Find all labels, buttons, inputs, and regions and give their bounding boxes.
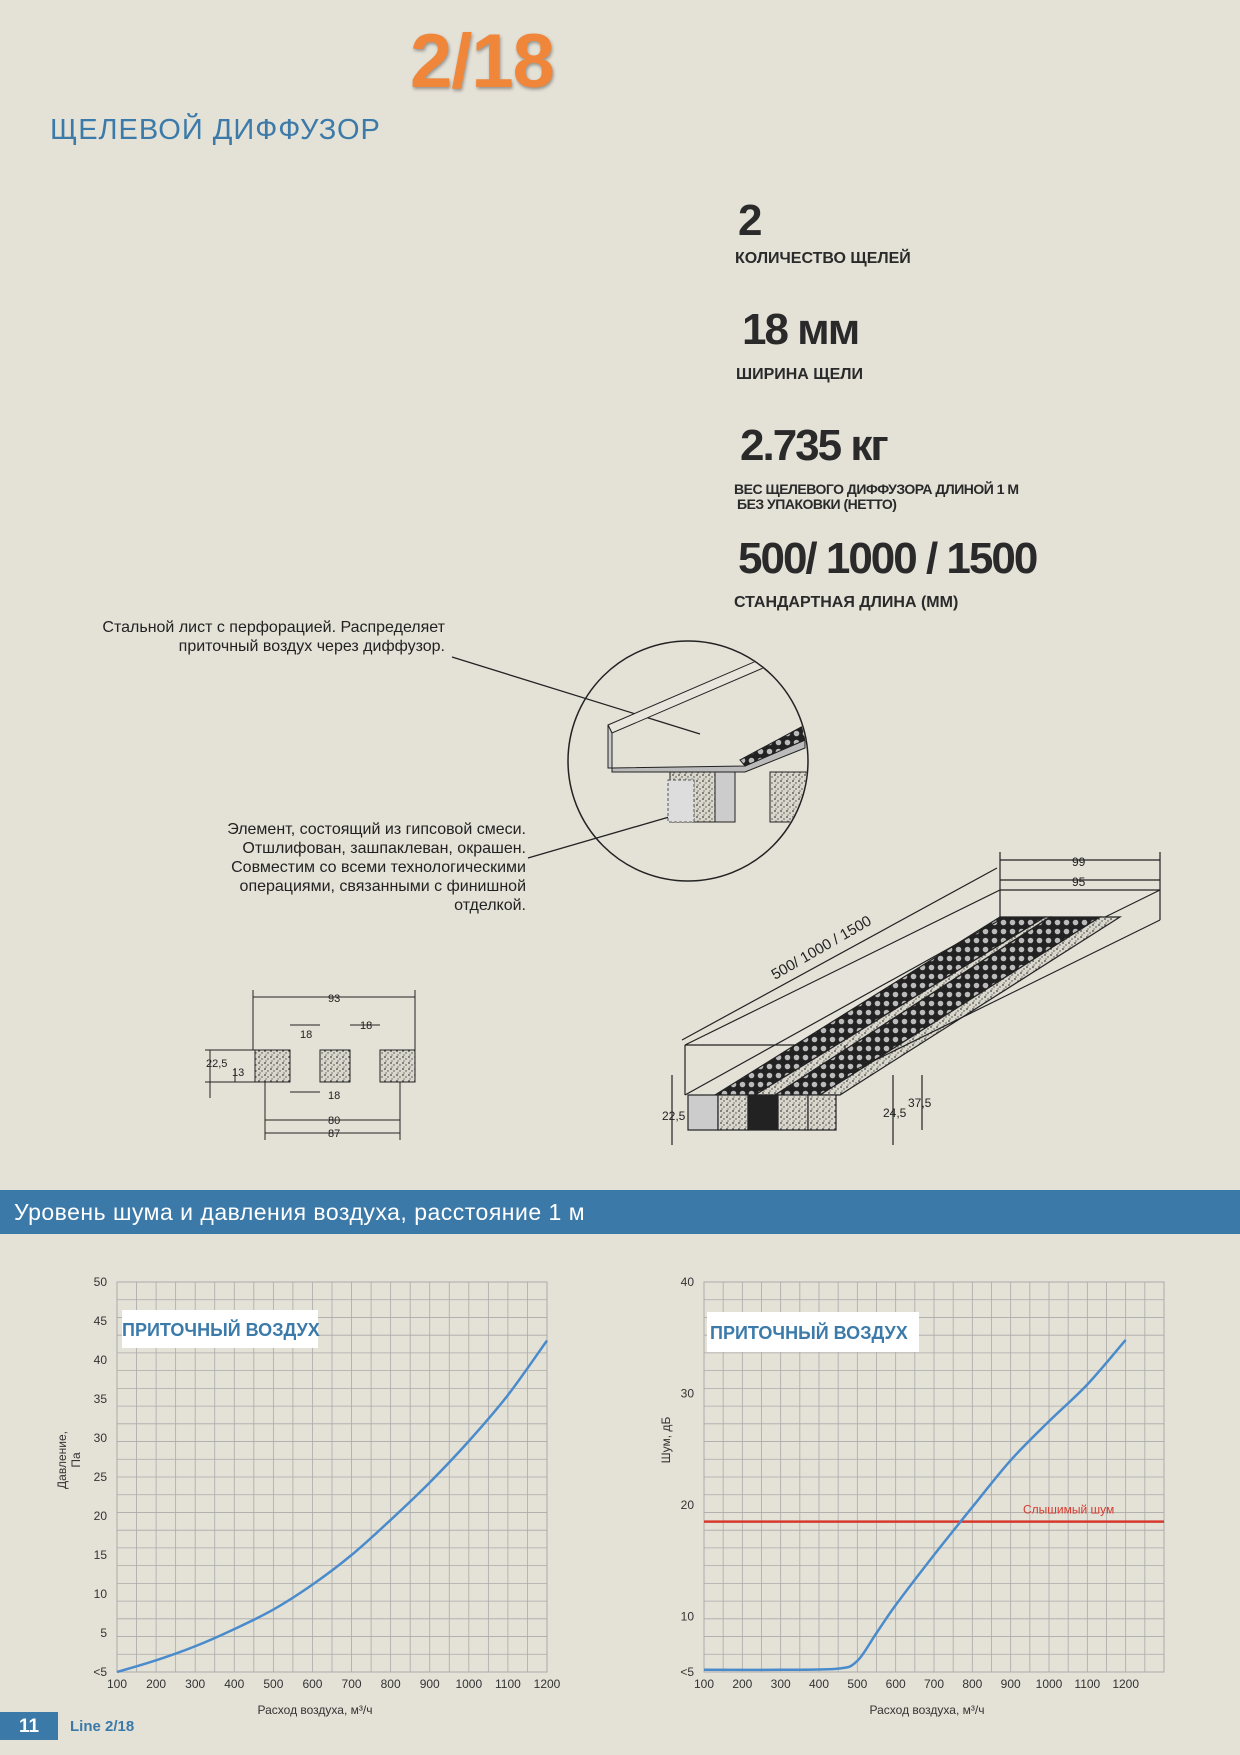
spec-slot-count-label: КОЛИЧЕСТВО ЩЕЛЕЙ [735, 250, 911, 267]
callout-steel-line-1: Стальной лист с перфорацией. Распределяет [102, 619, 445, 636]
pc-y-tick: 20 [93, 1509, 107, 1523]
nc-y-tick: 20 [680, 1497, 694, 1512]
nc-x-tick: 600 [885, 1677, 906, 1691]
nc-x-tick: 100 [693, 1677, 715, 1691]
nc-x-tick: 900 [1000, 1677, 1021, 1691]
model-title: 2/18 [410, 19, 554, 104]
dim-22-5-section: 22,5 [206, 1058, 228, 1070]
pc-y-tick: 45 [93, 1314, 107, 1328]
pressure-chart-title: ПРИТОЧНЫЙ ВОЗДУХ [122, 1320, 320, 1340]
dim-37-5: 37,5 [908, 1096, 932, 1110]
dim-length: 500/ 1000 / 1500 [768, 912, 875, 984]
spec-length-label: СТАНДАРТНАЯ ДЛИНА (ММ) [734, 594, 959, 611]
pressure-chart-xlabel: Расход воздуха, м³/ч [257, 1703, 373, 1717]
pc-y-tick: 35 [93, 1392, 107, 1406]
dim-18a: 18 [300, 1029, 313, 1041]
pressure-chart [40, 1260, 580, 1720]
noise-chart-y-ticks [680, 1275, 694, 1679]
pc-y-tick: <5 [93, 1665, 107, 1679]
nc-x-tick: 300 [770, 1677, 791, 1691]
pc-x-tick: 500 [263, 1677, 284, 1691]
pc-x-tick: 600 [302, 1677, 323, 1691]
callout-gypsum-line-3: Совместим со всеми технологическими [231, 859, 526, 876]
nc-x-tick: 700 [923, 1677, 945, 1691]
dim-99: 99 [1072, 855, 1086, 869]
pc-y-tick: 40 [93, 1353, 107, 1367]
pc-y-tick: 10 [93, 1587, 107, 1601]
spec-length: 500/ 1000 / 1500 [738, 534, 1037, 583]
spec-slot-count: 2 [738, 196, 761, 245]
noise-chart-threshold-label: Слышимый шум [1023, 1502, 1115, 1517]
footer-label: Line 2/18 [70, 1718, 135, 1735]
pressure-chart-ylabel-2: Па [69, 1452, 83, 1468]
dim-24-5: 24,5 [883, 1106, 907, 1120]
nc-x-tick: 200 [732, 1677, 753, 1691]
dim-18b: 18 [360, 1020, 373, 1032]
section-title: Уровень шума и давления воздуха, расстояние 1 м [14, 1199, 586, 1225]
noise-chart-title: ПРИТОЧНЫЙ ВОЗДУХ [710, 1323, 908, 1343]
leader-steel [452, 657, 700, 734]
spec-slot-width: 18 мм [742, 305, 859, 354]
nc-x-tick: 800 [962, 1677, 983, 1691]
product-name: ЩЕЛЕВОЙ ДИФФУЗОР [50, 114, 381, 146]
nc-y-tick: <5 [680, 1665, 694, 1679]
pressure-chart-x-ticks [107, 1677, 561, 1691]
spec-weight-label: ВЕС ЩЕЛЕВОГО ДИФФУЗОРА ДЛИНОЙ 1 М [734, 481, 1019, 497]
dim-95: 95 [1072, 875, 1086, 889]
pressure-chart-y-ticks [93, 1275, 107, 1679]
pc-y-tick: 25 [93, 1470, 107, 1484]
dim-18c: 18 [328, 1090, 341, 1102]
pc-y-tick: 5 [100, 1626, 107, 1640]
nc-y-tick: 10 [680, 1609, 694, 1624]
nc-x-tick: 400 [808, 1677, 830, 1691]
zoom-detail [568, 640, 810, 881]
pc-x-tick: 400 [224, 1677, 245, 1691]
nc-y-tick: 40 [680, 1275, 694, 1289]
pc-x-tick: 1000 [455, 1677, 483, 1691]
callout-gypsum-line-4: операциями, связанными с финишной [239, 878, 526, 895]
pc-x-tick: 300 [185, 1677, 206, 1691]
pc-x-tick: 100 [106, 1677, 128, 1691]
nc-x-tick: 1000 [1035, 1677, 1063, 1691]
pc-x-tick: 1200 [533, 1677, 561, 1691]
callout-gypsum-line-1: Элемент, состоящий из гипсовой смеси. [227, 821, 526, 838]
pc-x-tick: 800 [380, 1677, 401, 1691]
dim-80: 80 [328, 1115, 341, 1127]
noise-chart-xlabel: Расход воздуха, м³/ч [869, 1703, 985, 1717]
dim-22-5-iso: 22,5 [662, 1109, 686, 1123]
dim-87: 87 [328, 1128, 341, 1140]
nc-x-tick: 1100 [1074, 1677, 1101, 1691]
spec-weight-label-2: БЕЗ УПАКОВКИ (НЕТТО) [737, 496, 897, 512]
dim-93: 93 [328, 993, 341, 1005]
pc-y-tick: 50 [93, 1275, 107, 1289]
pc-y-tick: 30 [93, 1431, 107, 1445]
nc-x-tick: 1200 [1112, 1677, 1140, 1691]
noise-chart-ylabel: Шум, дБ [659, 1416, 673, 1464]
callout-steel-line-2: приточный воздух через диффузор. [178, 638, 445, 655]
spec-weight: 2.735 кг [740, 421, 887, 470]
noise-chart-x-ticks [694, 1677, 1139, 1691]
pc-x-tick: 200 [146, 1677, 167, 1691]
nc-y-tick: 30 [680, 1386, 694, 1401]
pc-x-tick: 1100 [495, 1677, 521, 1691]
nc-x-tick: 500 [847, 1677, 868, 1691]
pc-x-tick: 900 [419, 1677, 440, 1691]
dim-13: 13 [232, 1067, 245, 1079]
noise-chart [640, 1260, 1180, 1720]
page-number: 11 [18, 1716, 40, 1737]
cross-section [205, 990, 415, 1140]
spec-slot-width-label: ШИРИНА ЩЕЛИ [736, 366, 864, 383]
pc-y-tick: 15 [93, 1548, 107, 1562]
pc-x-tick: 700 [341, 1677, 362, 1691]
callout-gypsum-line-2: Отшлифован, зашпаклеван, окрашен. [242, 840, 526, 857]
callout-gypsum-line-5: отделкой. [454, 897, 526, 914]
pressure-chart-ylabel-1: Давление, [55, 1431, 69, 1489]
